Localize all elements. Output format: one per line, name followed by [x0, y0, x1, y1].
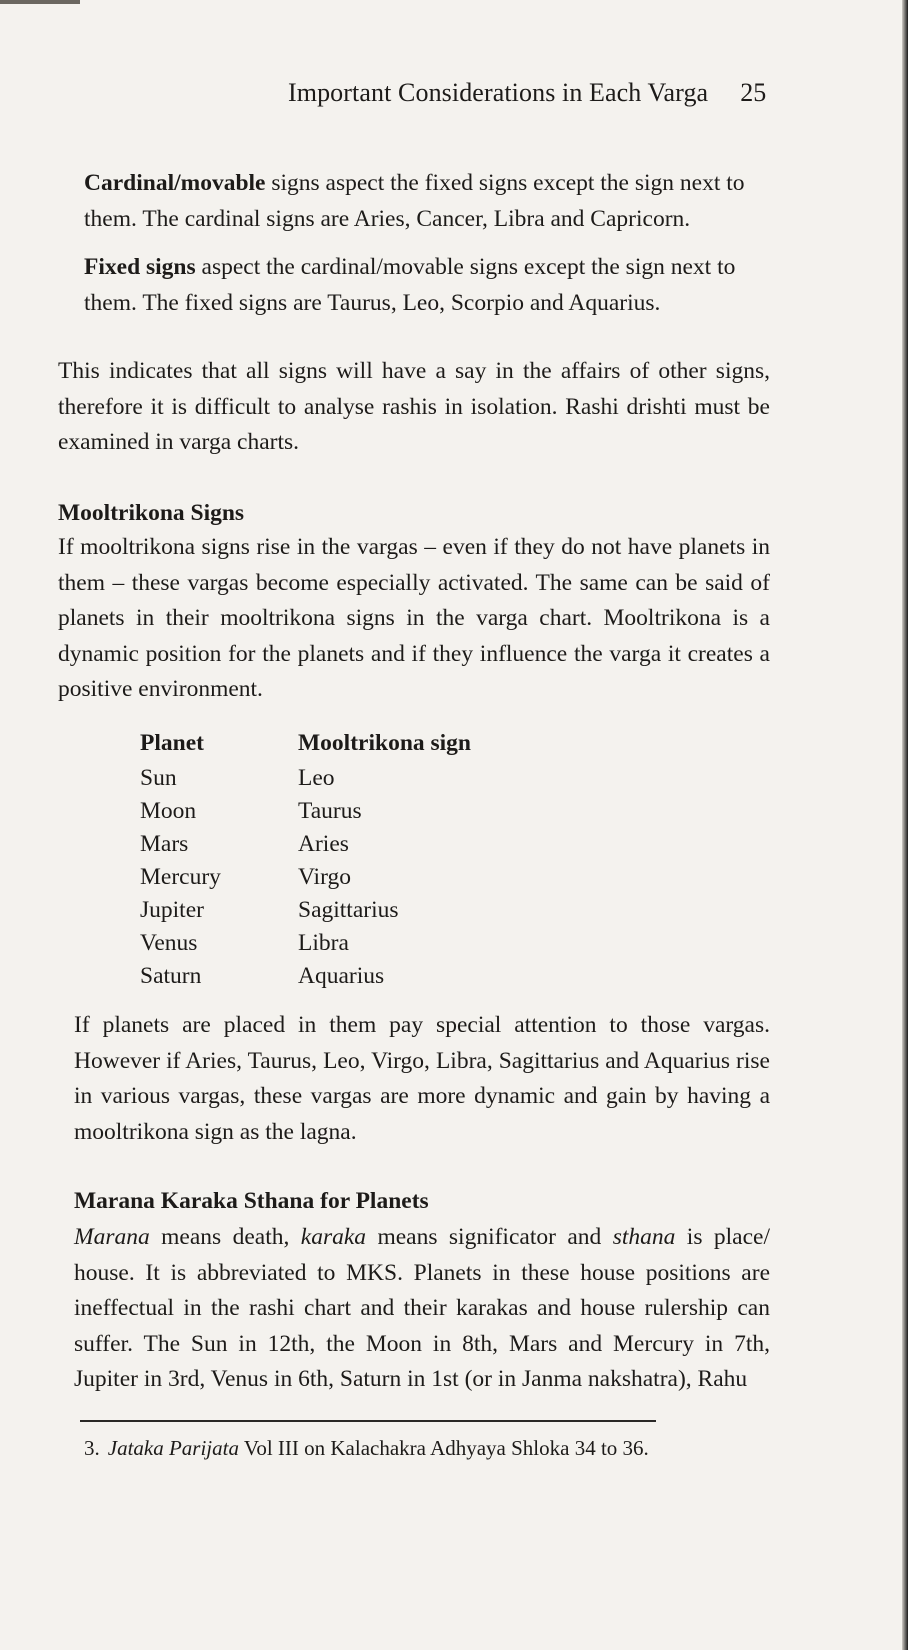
running-header	[288, 78, 766, 108]
footnote-divider	[80, 1420, 656, 1422]
sign-cell: Libra	[298, 930, 349, 956]
section-heading-mks: Marana Karaka Sthana for Planets	[74, 1188, 429, 1214]
term-karaka: karaka	[300, 1224, 367, 1250]
table-row	[140, 894, 471, 927]
planet-cell: Jupiter	[140, 897, 204, 923]
fixed-text: aspect the cardinal/movable signs except the sign next to them. The fixed signs are Taurus, Leo, Scorpio and Aquarius.	[84, 254, 736, 316]
table-row	[140, 795, 471, 828]
mooltrikona-table	[140, 724, 471, 993]
page-number: 25	[740, 78, 767, 107]
paragraph-mks	[74, 1220, 770, 1398]
sign-cell: Aquarius	[298, 963, 385, 989]
footnote-text: Vol III on Kalachakra Adhyaya Shloka 34 to 36.	[238, 1436, 649, 1460]
sign-cell: Leo	[298, 765, 335, 791]
table-header-row	[140, 724, 471, 762]
paragraph-fixed-signs	[84, 250, 764, 321]
planet-cell: Sun	[140, 765, 177, 791]
term-sthana: sthana	[612, 1224, 676, 1250]
column-header-sign: Mooltrikona sign	[298, 729, 472, 756]
paragraph-cardinal-signs	[84, 166, 764, 237]
planet-cell: Mercury	[140, 864, 221, 890]
paragraph-mooltrikona-intro: If mooltrikona signs rise in the vargas – even if they do not have planets in them – these vargas become especially activated. The same can be said of planets in their mooltrikona signs in the varga chart. Mooltrikona is a dynamic position for the planets and if they influence the varga it creates a positive environment.	[58, 534, 770, 702]
table-row	[140, 960, 471, 993]
column-header-planet: Planet	[140, 729, 204, 756]
planet-cell: Moon	[140, 798, 197, 824]
sign-cell: Virgo	[298, 864, 351, 890]
footnote-number: 3.	[84, 1436, 100, 1460]
running-title: Important Considerations in Each Varga	[288, 78, 709, 107]
term-marana: Marana	[74, 1224, 150, 1250]
planet-cell: Saturn	[140, 963, 202, 989]
paragraph-signs-affairs: This indicates that all signs will have a say in the affairs of other signs, therefore it is difficult to analyse rashis in isolation. Rashi drishti must be examined in varga charts.	[58, 358, 770, 455]
book-spine-shadow	[902, 0, 908, 1650]
paragraph-mooltrikona-after: If planets are placed in them pay special attention to those vargas. However if Aries, Taurus, Leo, Virgo, Libra, Sagittarius and Aquarius rise in various vargas, these vargas are more dynamic and gain by having a mooltrikona sign as the lagna.	[74, 1012, 770, 1145]
planet-cell: Mars	[140, 831, 189, 857]
cardinal-text: signs aspect the fixed signs except the sign next to them. The cardinal signs are Aries, Cancer, Libra and Capricorn.	[84, 170, 745, 232]
sign-cell: Taurus	[298, 798, 362, 824]
sign-cell: Aries	[298, 831, 349, 857]
term-cardinal: Cardinal/movable	[84, 170, 266, 196]
planet-cell: Venus	[140, 930, 198, 956]
table-row	[140, 828, 471, 861]
footnote	[84, 1436, 649, 1461]
page-edge	[0, 0, 80, 4]
sign-cell: Sagittarius	[298, 897, 399, 923]
section-heading-mooltrikona: Mooltrikona Signs	[58, 500, 245, 526]
mks-text-1: means death,	[149, 1224, 301, 1250]
footnote-title: Jataka Parijata	[107, 1436, 239, 1460]
table-row	[140, 927, 471, 960]
table-row	[140, 861, 471, 894]
mks-text-3: is place/ house. It is abbreviated to MKS. Planets in these house positions are ineffectual in the rashi chart and their karakas and house rulership can suffer. The Sun in 12th, the Moon in 8th, Mars and Mercury in 7th, Jupiter in 3rd, Venus in 6th, Saturn in 1st (or in Janma nakshatra), Rahu	[74, 1224, 770, 1392]
mks-text-2: means significator and	[366, 1224, 613, 1250]
term-fixed: Fixed signs	[84, 254, 196, 280]
table-row	[140, 762, 471, 795]
